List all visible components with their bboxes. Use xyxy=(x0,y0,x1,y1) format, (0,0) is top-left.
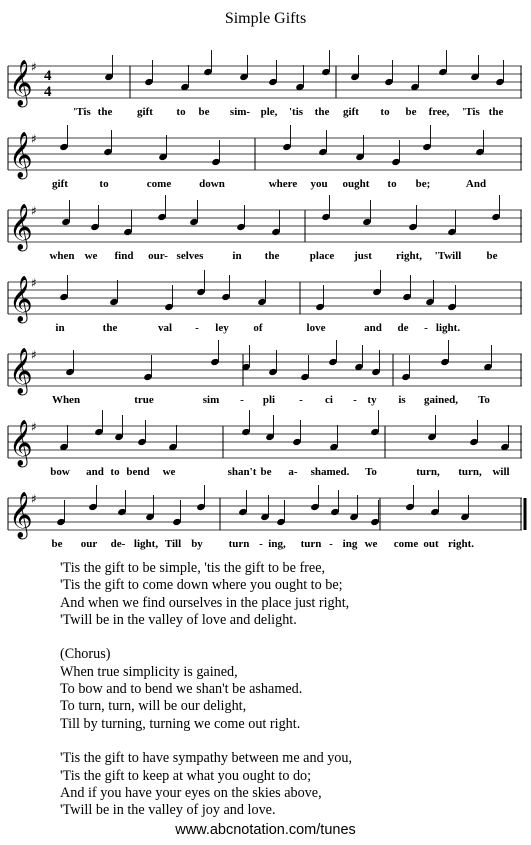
lyric-syllable: ty xyxy=(367,394,377,406)
lyric-syllable: will xyxy=(492,466,510,478)
time-signature-top: 4 xyxy=(44,68,52,84)
lyric-syllable: 'Tis xyxy=(462,106,480,118)
lyric-syllable: in xyxy=(55,322,65,334)
lyric-syllable: the xyxy=(314,106,330,118)
treble-clef-icon: 𝄞 xyxy=(9,204,33,250)
lyric-syllable: turn, xyxy=(458,466,482,478)
key-signature-sharp-icon: ♯ xyxy=(31,276,37,290)
verse-line: 'Tis the gift to keep at what you ought to do; xyxy=(60,767,312,784)
lyric-syllable: - xyxy=(259,538,263,550)
music-staff xyxy=(0,334,531,394)
lyric-syllable: bow xyxy=(50,466,70,478)
treble-clef-icon: 𝄞 xyxy=(9,60,33,106)
lyric-syllable: to xyxy=(99,178,109,190)
lyric-syllable: turn xyxy=(228,538,250,550)
lyric-syllable: to xyxy=(176,106,186,118)
lyric-syllable: be xyxy=(51,538,63,550)
verse-gap xyxy=(60,733,352,750)
lyric-syllable: love xyxy=(306,322,326,334)
tune-title: Simple Gifts xyxy=(224,10,307,27)
lyric-syllable: Till xyxy=(164,538,182,550)
lyric-line xyxy=(0,322,531,336)
lyric-line xyxy=(0,178,531,192)
key-signature-sharp-icon: ♯ xyxy=(31,132,37,146)
lyric-syllable: by xyxy=(191,538,203,550)
lyric-syllable: where xyxy=(268,178,298,190)
lyric-syllable: and xyxy=(364,322,382,334)
lyric-syllable: when xyxy=(49,250,75,262)
key-signature-sharp-icon: ♯ xyxy=(31,348,37,362)
lyric-syllable: ing xyxy=(342,538,358,550)
verse-line: 'Tis the gift to be simple, 'tis the gift to be free, xyxy=(60,560,326,576)
lyric-syllable: - xyxy=(424,322,428,334)
lyric-syllable: ought xyxy=(342,178,370,190)
lyric-line xyxy=(0,394,531,408)
lyric-syllable: light, xyxy=(133,538,159,550)
lyric-syllable: de xyxy=(397,322,409,334)
lyric-syllable: right. xyxy=(448,538,474,550)
lyric-syllable: 'Tis xyxy=(73,106,91,118)
music-staff xyxy=(0,190,531,250)
treble-clef-icon: 𝄞 xyxy=(9,276,33,322)
lyric-syllable: light. xyxy=(435,322,461,334)
lyric-syllable: gift xyxy=(343,106,359,118)
lyric-syllable: To xyxy=(478,394,490,406)
lyric-syllable: 'Twill xyxy=(434,250,462,262)
lyric-syllable: down xyxy=(199,178,225,190)
key-signature-sharp-icon: ♯ xyxy=(31,60,37,74)
treble-clef-icon: 𝄞 xyxy=(9,420,33,466)
lyric-syllable: is xyxy=(398,394,406,406)
lyric-syllable: turn xyxy=(300,538,322,550)
lyric-syllable: we xyxy=(364,538,378,550)
music-staff xyxy=(0,118,531,178)
lyric-syllable: - xyxy=(329,538,333,550)
lyric-syllable: right, xyxy=(396,250,422,262)
lyrics-verses xyxy=(60,560,352,819)
lyric-syllable: free, xyxy=(428,106,450,118)
lyric-syllable: we xyxy=(84,250,98,262)
lyric-syllable: When xyxy=(51,394,81,406)
lyric-syllable: - xyxy=(240,394,244,406)
lyric-syllable: come xyxy=(393,538,419,550)
lyric-syllable: ci xyxy=(325,394,333,406)
lyric-syllable: pli xyxy=(262,394,276,406)
lyric-syllable: a- xyxy=(288,466,298,478)
verse-line: To turn, turn, will be our delight, xyxy=(60,698,247,715)
verse-line: Till by turning, turning we come out right. xyxy=(60,715,301,732)
verse-line: And when we find ourselves in the place just right, xyxy=(60,594,350,611)
lyric-syllable: ley xyxy=(215,322,229,334)
lyric-syllable: our- xyxy=(148,250,168,262)
lyric-syllable: sim- xyxy=(229,106,251,118)
lyric-syllable: sim xyxy=(202,394,220,406)
verse-line: And if you have your eyes on the skies above, xyxy=(60,784,322,801)
verse-gap xyxy=(60,629,352,646)
key-signature-sharp-icon: ♯ xyxy=(31,204,37,218)
lyric-line xyxy=(0,106,531,120)
lyric-line xyxy=(0,250,531,264)
verse-line: 'Tis the gift to have sympathy between me and you, xyxy=(60,750,353,767)
lyric-syllable: 'tis xyxy=(288,106,304,118)
lyric-syllable: be xyxy=(405,106,417,118)
lyric-syllable: shan't xyxy=(227,466,257,478)
lyric-line xyxy=(0,538,531,552)
lyric-syllable: the xyxy=(488,106,504,118)
lyric-syllable: gift xyxy=(137,106,153,118)
treble-clef-icon: 𝄞 xyxy=(9,132,33,178)
lyric-syllable: bend xyxy=(126,466,150,478)
footer-link[interactable]: www.abcnotation.com/tunes xyxy=(175,822,356,838)
lyric-syllable: ing, xyxy=(268,538,286,550)
key-signature-sharp-icon: ♯ xyxy=(31,492,37,506)
time-signature-bottom: 4 xyxy=(44,84,52,100)
music-staff xyxy=(0,262,531,322)
lyric-syllable: gained, xyxy=(424,394,458,406)
lyric-syllable: of xyxy=(253,322,263,334)
lyric-syllable: selves xyxy=(176,250,204,262)
lyric-syllable: the xyxy=(97,106,113,118)
lyric-syllable: shamed. xyxy=(310,466,350,478)
lyric-syllable: to xyxy=(387,178,397,190)
lyric-syllable: And xyxy=(465,178,487,190)
lyric-syllable: come xyxy=(146,178,172,190)
lyric-syllable: - xyxy=(299,394,303,406)
verse-line: 'Twill be in the valley of joy and love. xyxy=(60,802,276,819)
lyric-syllable: - xyxy=(353,394,357,406)
music-staff xyxy=(0,46,531,106)
treble-clef-icon: 𝄞 xyxy=(9,492,33,538)
lyric-syllable: our xyxy=(80,538,98,550)
lyric-syllable: be xyxy=(198,106,210,118)
lyric-syllable: gift xyxy=(52,178,68,190)
lyric-syllable: just xyxy=(354,250,372,262)
lyric-syllable: place xyxy=(309,250,335,262)
verse-line: To bow and to bend we shan't be ashamed. xyxy=(60,681,303,698)
lyric-syllable: To xyxy=(365,466,377,478)
lyric-syllable: you xyxy=(310,178,328,190)
lyric-syllable: the xyxy=(264,250,280,262)
key-signature-sharp-icon: ♯ xyxy=(31,420,37,434)
lyric-syllable: we xyxy=(162,466,176,478)
lyric-syllable: - xyxy=(195,322,199,334)
lyric-syllable: to xyxy=(110,466,120,478)
lyric-syllable: turn, xyxy=(416,466,440,478)
verse-line: 'Tis the gift to come down where you ought to be; xyxy=(60,577,343,594)
lyric-syllable: de- xyxy=(110,538,126,550)
music-staff xyxy=(0,478,531,538)
lyric-syllable: be xyxy=(260,466,272,478)
lyric-syllable: true xyxy=(134,394,154,406)
lyric-syllable: the xyxy=(102,322,118,334)
lyric-syllable: out xyxy=(423,538,439,550)
music-staff xyxy=(0,406,531,466)
lyric-syllable: and xyxy=(86,466,104,478)
verse-line: When true simplicity is gained, xyxy=(60,663,238,680)
lyric-syllable: ple, xyxy=(260,106,278,118)
lyric-syllable: to xyxy=(380,106,390,118)
treble-clef-icon: 𝄞 xyxy=(9,348,33,394)
lyric-syllable: find xyxy=(114,250,134,262)
lyric-syllable: be; xyxy=(415,178,431,190)
lyric-syllable: in xyxy=(232,250,242,262)
chorus-label: (Chorus) xyxy=(60,646,111,663)
lyric-syllable: val xyxy=(157,322,173,334)
verse-line: 'Twill be in the valley of love and delight. xyxy=(60,611,297,628)
lyric-line xyxy=(0,466,531,480)
lyric-syllable: be xyxy=(486,250,498,262)
